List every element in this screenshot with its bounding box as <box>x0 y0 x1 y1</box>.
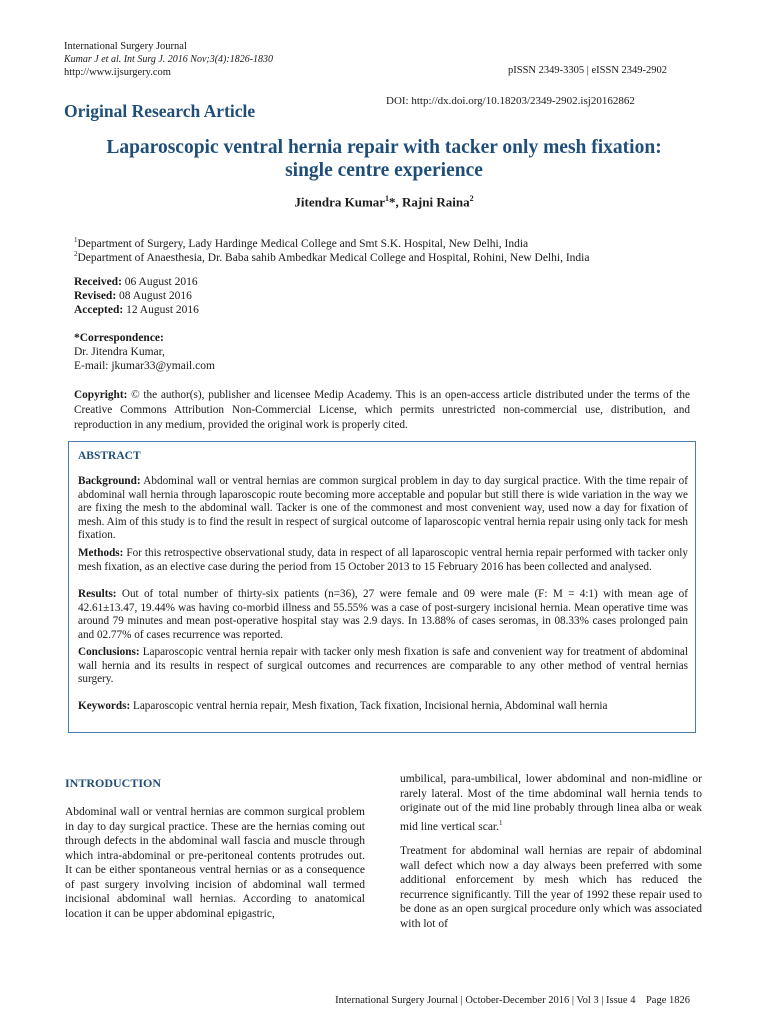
affiliation-2-text: Department of Anaesthesia, Dr. Baba sahib Ambedkar Medical College and Hospital, Rohini, New Delhi, India <box>77 251 590 264</box>
authors <box>0 194 768 210</box>
correspondence-label-text: *Correspondence: <box>74 332 164 344</box>
author-1: Jitendra Kumar <box>294 194 386 210</box>
author-2-sup: 2 <box>469 194 474 203</box>
accepted-value: 12 August 2016 <box>123 304 199 316</box>
conclusions-label: Conclusions: <box>78 646 140 658</box>
accepted-date <box>74 303 199 318</box>
keywords-label: Keywords: <box>78 700 131 712</box>
citation: Kumar J et al. Int Surg J. 2016 Nov;3(4):1826-1830 <box>64 54 274 65</box>
reference-1[interactable]: 1 <box>499 818 503 827</box>
revised-value: 08 August 2016 <box>116 290 192 302</box>
article-title <box>60 136 708 182</box>
title-line-2: single centre experience <box>285 160 483 181</box>
introduction-heading: INTRODUCTION <box>65 776 162 790</box>
author-2: Rajni Raina <box>402 194 470 210</box>
affiliation-1-text: Department of Surgery, Lady Hardinge Medical College and Smt S.K. Hospital, New Delhi, India <box>77 237 529 250</box>
intro-right-text-1: umbilical, para-umbilical, lower abdominal and non-midline or rarely lateral. Most of the time abdominal wall hernia tends to originate out of the mid line probably through linea alba or weak mid line vertical scar. <box>400 773 702 833</box>
intro-right-paragraph-2: Treatment for abdominal wall hernias are repair of abdominal wall defect which now a day always been preferred with some additional enforcement by mesh which has reduced the recurrence significantly. Till the year of 1992 these repair used to be done as an open surgical procedure only which was associated with lot of <box>400 845 702 930</box>
correspondence-label <box>74 331 164 346</box>
revised-date <box>74 289 192 304</box>
abstract-keywords <box>78 700 688 714</box>
intro-right-paragraph-1 <box>400 772 702 834</box>
methods-label: Methods: <box>78 547 124 559</box>
abstract-heading: ABSTRACT <box>78 450 141 462</box>
affiliation-1-num: 1 <box>74 236 78 244</box>
conclusions-text: Laparoscopic ventral hernia repair with tacker only mesh fixation is safe and convenient way for treatment of abdominal wall hernia and its results in respect of surgical outcomes and recurrences are comparable to any other method of ventral hernias surgery. <box>78 646 688 686</box>
page-footer: International Surgery Journal | October-December 2016 | Vol 3 | Issue 4 Page 1826 <box>335 995 690 1006</box>
title-line-1: Laparoscopic ventral hernia repair with tacker only mesh fixation: <box>106 137 662 158</box>
correspondence-email[interactable]: E-mail: jkumar33@ymail.com <box>74 360 215 372</box>
journal-name: International Surgery Journal <box>64 41 187 52</box>
intro-left-paragraph: Abdominal wall or ventral hernias are common surgical problem in day to day surgical practice. These are the hernias coming out through defects in the abdominal wall fascia and muscle through which intra-abdominal or pre-peritoneal contents protrudes out. It can be either spontaneous ventral hernias or as a consequence of past surgery involving incision of abdominal wall termed incisional abdominal wall hernias. According to anatomical location it can be upper abdominal epigastric, <box>65 806 365 920</box>
copyright-text: © the author(s), publisher and licensee Medip Academy. This is an open-access article distributed under the terms of the Creative Commons Attribution Non-Commercial License, which permits unrestricted non-commercial use, distribution, and reproduction in any medium, provided the original work is properly cited. <box>74 389 690 431</box>
background-text: Abdominal wall or ventral hernias are common surgical problem in day to day surgical practice. With the time repair of abdominal wall hernia through laparoscopic route becoming more acceptable and popular but still there is wide variation in the way we are fixing the mesh to the abdominal wall. Tacker is one of the commonest and most convenient way, used now a day for fixation of mesh. Aim of this study is to find the result in respect of surgical outcome of laparoscopic ventral hernia repair using only tack for mesh fixation. <box>78 475 688 542</box>
accepted-label: Accepted: <box>74 304 124 316</box>
received-value: 06 August 2016 <box>121 276 198 288</box>
keywords-text: Laparoscopic ventral hernia repair, Mesh fixation, Tack fixation, Incisional hernia, Abdominal wall hernia <box>130 700 608 712</box>
received-label: Received: <box>74 276 122 288</box>
affiliation-2 <box>74 247 589 265</box>
results-label: Results: <box>78 588 117 600</box>
copyright-notice <box>74 388 690 433</box>
abstract-results <box>78 588 688 642</box>
issn: pISSN 2349-3305 | eISSN 2349-2902 <box>508 65 668 76</box>
revised-label: Revised: <box>74 290 117 302</box>
background-label: Background: <box>78 475 141 487</box>
author-1-sup: 1 <box>385 194 390 203</box>
abstract-methods <box>78 547 688 574</box>
abstract-background <box>78 475 688 543</box>
results-text: Out of total number of thirty-six patients (n=36), 27 were female and 09 were male (F: M = 4:1) with mean age of 42.61±13.47, 19.44% was having co-morbid illness and 55.55% was a case of post-surgery incisional hernia. Mean operative time was around 79 minutes and mean post-operative hospital stay was 2.9 days. In 13.88% of cases seromas, in 08.33% cases prolonged pain and 02.77% of cases recurrence was reported. <box>78 588 688 641</box>
doi[interactable]: DOI: http://dx.doi.org/10.18203/2349-2902.isj20162862 <box>386 95 635 107</box>
methods-text: For this retrospective observational study, data in respect of all laparoscopic ventral hernia repair performed with tacker only mesh fixation, as an elective case during the period from 15 October 2013 to 15 February 2016 has been collected and analysed. <box>78 547 688 573</box>
affiliation-2-num: 2 <box>74 250 78 258</box>
abstract-conclusions <box>78 646 688 687</box>
received-date <box>74 275 198 290</box>
correspondence-name: Dr. Jitendra Kumar, <box>74 346 165 358</box>
copyright-label: Copyright: <box>74 389 128 401</box>
article-type: Original Research Article <box>64 101 256 121</box>
corresponding-mark: *, <box>389 194 403 210</box>
journal-url[interactable]: http://www.ijsurgery.com <box>64 67 171 78</box>
